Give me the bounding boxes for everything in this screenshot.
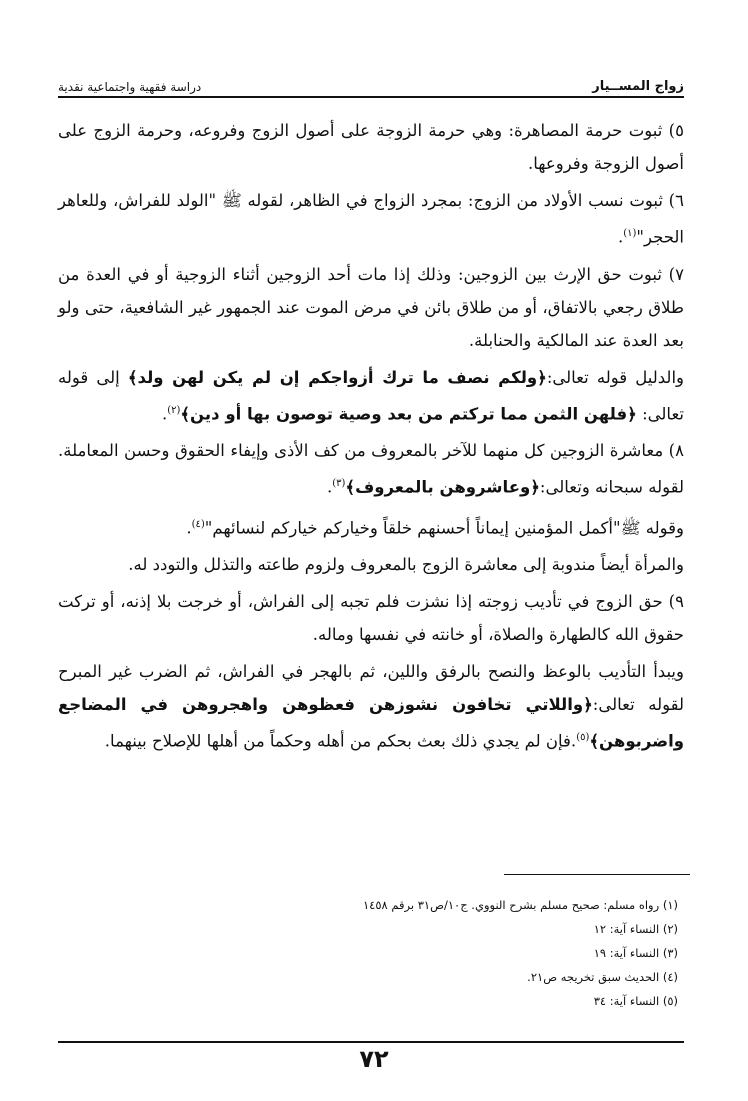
- footnote-ref-2: (٢): [167, 404, 181, 416]
- body-text: [58, 114, 684, 758]
- footnote-separator: [504, 874, 690, 875]
- quran-verse-1: ﴿ولكم نصف ما ترك أزواجكم إن لم يكن لهن ولد﴾: [127, 367, 547, 387]
- book-subtitle: دراسة فقهية واجتماعية نقدية: [58, 80, 202, 94]
- paragraph-9-discipline-right: ٩) حق الزوج في تأديب زوجته إذا نشزت فلم تجبه إلى الفراش، أو خرجت بلا إذنه، أو تركت حقوق الله كالطهارة والصلاة، أو خانته في نفسها وماله.: [58, 592, 684, 644]
- footnote-2: (٢) النساء آية: ١٢: [593, 922, 678, 936]
- footnote-4: (٤) الحديث سبق تخريجه ص٢١.: [527, 970, 678, 984]
- paragraph-discipline: ويبدأ التأديب بالوعظ والنصح بالرفق واللين، ثم بالهجر في الفراش، ثم الضرب غير المبرح لقوله تعالى:﴿واللاتي تخافون نشوزهن فعظوهن واهجروهن في المضاجع واضربوهن﴾$^{(٥)}$.فإن لم يجدي ذلك بعث بحكم من أهله وحكماً من أهلها للإصلاح بينهما.: [58, 662, 684, 751]
- page-number: ٧٢: [359, 1045, 389, 1073]
- footnotes: [118, 893, 678, 1013]
- paragraph-8-companionship: ٨) معاشرة الزوجين كل منهما للآخر بالمعروف من كف الأذى وإيفاء الحقوق وحسن المعاملة. لقوله سبحانه وتعالى:﴿وعاشروهن بالمعروف﴾$^{(٣)}$.: [58, 441, 684, 497]
- paragraph-evidence: والدليل قوله تعالى:﴿ولكم نصف ما ترك أزواجكم إن لم يكن لهن ولد﴾ إلى قوله تعالى: ﴿فلهن الثمن مما تركتم من بعد وصية توصون بها أو دين﴾$^{(٢)}$.: [58, 367, 684, 423]
- footnote-5: (٥) النساء آية: ٣٤: [593, 994, 678, 1008]
- paragraph-5-affinity: ٥) ثبوت حرمة المصاهرة: وهي حرمة الزوجة على أصول الزوج وفروعه، وحرمة الزوج على أصول الزوجة وفروعها.: [58, 121, 684, 173]
- paragraph-woman: والمرأة أيضاً مندوبة إلى معاشرة الزوج بالمعروف ولزوم طاعته والتذلل والتودد له.: [128, 555, 684, 574]
- footnote-ref-1: (١): [623, 228, 637, 239]
- paragraph-6-lineage: ٦) ثبوت نسب الأولاد من الزوج: بمجرد الزواج في الظاهر، لقوله ﷺ "الولد للفراش، وللعاهر الحجر"$^{(١)}$.: [58, 191, 684, 247]
- footnote-ref-4: (٤): [191, 518, 205, 530]
- quran-verse-3: ﴿وعاشروهن بالمعروف﴾: [345, 477, 540, 497]
- footnote-1: (١) رواه مسلم: صحيح مسلم بشرح النووي. ج١٠/ص٣١ برقم ١٤٥٨: [362, 898, 678, 912]
- book-title: زواج المســيار: [592, 79, 684, 94]
- footnote-3: (٣) النساء آية: ١٩: [593, 946, 678, 960]
- paragraph-hadith: وقوله ﷺ"أكمل المؤمنين إيماناً أحسنهم خلقاً وخياركم خياركم لنسائهم"$^{(٤)}$.: [186, 518, 684, 537]
- running-header: [58, 80, 684, 98]
- footer-rule: [58, 1041, 684, 1043]
- footnote-ref-3: (٣): [332, 478, 346, 489]
- paragraph-7-inheritance: ٧) ثبوت حق الإرث بين الزوجين: وذلك إذا مات أحد الزوجين أثناء الزوجية أو في العدة من طلاق رجعي بالاتفاق، أو من طلاق بائن في مرض الموت عند الجمهور غير الشافعية، حتى ولو بعد العدة عند المالكية والحنابلة.: [58, 264, 684, 350]
- quran-verse-4: ﴿واللاتي تخافون نشوزهن فعظوهن واهجروهن في المضاجع واضربوهن﴾: [58, 695, 684, 751]
- footnote-ref-5: (٥): [576, 732, 590, 743]
- quran-verse-2: ﴿فلهن الثمن مما تركتم من بعد وصية توصون بها أو دين﴾: [180, 404, 637, 423]
